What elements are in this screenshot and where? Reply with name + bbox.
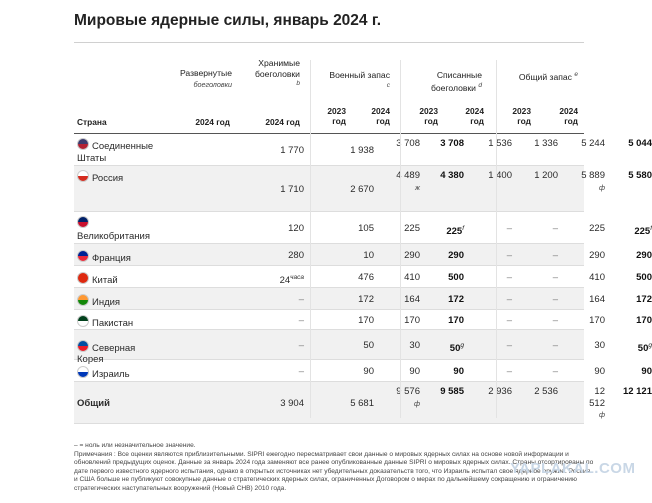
cell-ret23 [484, 340, 512, 352]
cell-note: ф [413, 398, 420, 408]
cell-mil23 [392, 386, 420, 409]
cell-value: 1 770 [280, 144, 304, 156]
cell-value: 290 [589, 249, 605, 261]
country-name: Общий [77, 397, 110, 409]
flag-icon [77, 250, 89, 262]
cell-value: – [552, 314, 558, 326]
cell-value: 120 [288, 222, 304, 234]
cell-deployed [244, 366, 304, 378]
country-name: Россия [92, 173, 124, 184]
cell-value: 500 [636, 271, 652, 283]
cell-mil24 [430, 138, 464, 150]
cell-value: – [552, 249, 558, 261]
cell-mil23 [392, 366, 420, 378]
flag-icon [77, 216, 89, 228]
header-military [328, 70, 390, 93]
cell-mil24 [430, 340, 464, 355]
cell-footnote: f [650, 224, 652, 232]
country-cell [77, 216, 155, 242]
cell-value: 10 [363, 249, 374, 261]
cell-mil23 [392, 138, 420, 150]
header-year-ret24: 2024 год [465, 106, 484, 126]
cell-tot24 [618, 223, 652, 238]
cell-value: – [506, 365, 512, 377]
cell-value: – [506, 339, 512, 351]
cell-ret23 [484, 223, 512, 235]
cell-value: 50 [449, 342, 461, 354]
cell-value: 3 708 [396, 138, 420, 149]
cell-value: 5 889 [581, 170, 605, 181]
cell-value: 410 [589, 271, 605, 283]
flag-icon [77, 272, 89, 284]
header-retired [402, 70, 482, 93]
cell-value: – [298, 293, 304, 305]
header-year-ret23: 2023 год [419, 106, 438, 126]
header-retired-label: Списанные боеголовки [430, 70, 482, 93]
cell-value: 170 [404, 314, 420, 326]
cell-value: 1 938 [350, 144, 374, 156]
flag-icon [77, 138, 89, 150]
cell-value: 500 [448, 271, 464, 283]
cell-mil24 [430, 250, 464, 262]
cell-mil24 [430, 315, 464, 327]
cell-value: – [298, 314, 304, 326]
country-cell [77, 294, 155, 309]
country-name: Франция [92, 252, 131, 264]
cell-value: 90 [453, 365, 464, 377]
cell-mil24 [430, 386, 464, 398]
cell-value: 90 [641, 365, 652, 377]
cell-value: – [552, 293, 558, 305]
cell-ret24 [524, 272, 558, 284]
cell-value: 12 121 [622, 386, 652, 397]
cell-tot24 [618, 138, 652, 150]
cell-deployed [244, 294, 304, 306]
cell-ret24 [524, 315, 558, 327]
header-military-sup: c [386, 81, 390, 89]
cell-value: 225 [446, 225, 463, 237]
cell-note: ж [415, 182, 420, 192]
cell-value: 24 [279, 274, 291, 286]
cell-value: 3 904 [280, 397, 304, 409]
cell-ret24 [524, 138, 558, 150]
cell-tot24 [618, 294, 652, 306]
cell-value: – [552, 339, 558, 351]
country-cell [77, 250, 155, 265]
cell-tot24 [618, 340, 652, 355]
cell-tot23 [577, 223, 605, 235]
country-cell [77, 398, 155, 410]
cell-mil24 [430, 294, 464, 306]
cell-value: 225 [589, 222, 605, 234]
cell-value: 225 [404, 222, 420, 234]
cell-value: 90 [363, 365, 374, 377]
cell-ret23 [484, 272, 512, 284]
cell-value: – [552, 271, 558, 283]
cell-value: 9 585 [440, 386, 464, 397]
cell-value: 172 [358, 293, 374, 305]
cell-value: 2 536 [534, 386, 558, 397]
cell-tot23 [577, 386, 605, 421]
divider [74, 42, 584, 43]
cell-value: 2 670 [350, 183, 374, 195]
page-title: Мировые ядерные силы, январь 2024 г. [74, 12, 382, 29]
header-deployed-sub: боеголовки [193, 79, 232, 89]
cell-tot23 [577, 366, 605, 378]
cell-value: 4 380 [440, 170, 464, 181]
cell-value: – [552, 222, 558, 234]
cell-value: – [506, 222, 512, 234]
header-military-label: Военный запас [329, 70, 390, 80]
cell-value: 9 576 [396, 386, 420, 397]
cell-mil23 [392, 170, 420, 193]
table-row [74, 310, 652, 330]
cell-value: 30 [409, 339, 420, 351]
cell-tot24 [618, 386, 652, 398]
cell-ret23 [484, 386, 512, 398]
country-cell [77, 138, 155, 164]
cell-value: – [506, 293, 512, 305]
cell-mil24 [430, 366, 464, 378]
row-divider [74, 423, 584, 424]
cell-mil24 [430, 223, 464, 238]
country-cell [77, 315, 155, 330]
cell-deployed [244, 223, 304, 235]
cell-stored [314, 184, 374, 196]
cell-value: 2 936 [488, 386, 512, 397]
cell-note: ф [598, 410, 605, 419]
watermark-logo: YAPLAKAL.COM [510, 460, 636, 477]
cell-value: 164 [589, 293, 605, 305]
cell-stored [314, 272, 374, 284]
cell-value: 90 [594, 365, 605, 377]
table-row [74, 212, 652, 244]
cell-footnote: g [460, 341, 464, 349]
cell-value: 5 044 [628, 138, 652, 149]
cell-ret24 [524, 294, 558, 306]
column-separator [310, 60, 311, 418]
cell-value: – [506, 249, 512, 261]
cell-value: 170 [448, 314, 464, 326]
cell-value: – [298, 365, 304, 377]
cell-value: – [298, 339, 304, 351]
cell-tot23 [577, 170, 605, 193]
cell-stored [314, 366, 374, 378]
cell-value: 12 512 [589, 386, 605, 409]
cell-tot23 [577, 272, 605, 284]
cell-mil24 [430, 272, 464, 284]
cell-value: 4 489 [396, 170, 420, 181]
cell-mil23 [392, 294, 420, 306]
cell-ret23 [484, 250, 512, 262]
header-total-sup: e [574, 71, 578, 78]
table-row [74, 266, 652, 288]
table-total-row [74, 382, 652, 424]
country-name: Соединенные Штаты [77, 141, 154, 164]
cell-value: 476 [358, 271, 374, 283]
cell-value: 30 [594, 339, 605, 351]
cell-value: 1 336 [534, 138, 558, 149]
cell-value: 290 [636, 249, 652, 261]
cell-deployed [244, 250, 304, 262]
cell-stored [314, 340, 374, 352]
table-row [74, 244, 652, 266]
cell-ret23 [484, 294, 512, 306]
column-separator [400, 60, 401, 418]
cell-mil23 [392, 340, 420, 352]
cell-value: 5 580 [628, 170, 652, 181]
cell-tot24 [618, 272, 652, 284]
country-cell [77, 366, 155, 381]
flag-icon [77, 294, 89, 306]
cell-tot24 [618, 366, 652, 378]
cell-stored [314, 223, 374, 235]
country-name: Пакистан [92, 317, 134, 329]
header-year-mil23: 2023 год [327, 106, 346, 126]
flag-icon [77, 340, 89, 352]
country-cell [77, 170, 155, 185]
cell-value: 50 [363, 339, 374, 351]
cell-footnote: f [462, 224, 464, 232]
cell-deployed [244, 398, 304, 410]
cell-value: 225 [634, 225, 651, 237]
header-stored-label: Хранимые боеголовки [254, 58, 300, 79]
cell-deployed [244, 315, 304, 327]
header-year-mil24: 2024 год [371, 106, 390, 126]
cell-value: 410 [404, 271, 420, 283]
cell-value: 105 [358, 222, 374, 234]
header-year-stored: 2024 год [265, 117, 300, 127]
cell-value: 290 [448, 249, 464, 261]
cell-deployed [244, 184, 304, 196]
cell-ret23 [484, 315, 512, 327]
cell-value: 170 [358, 314, 374, 326]
header-deployed [152, 68, 232, 90]
cell-value: 1 536 [488, 138, 512, 149]
cell-tot24 [618, 250, 652, 262]
cell-ret24 [524, 223, 558, 235]
cell-tot24 [618, 170, 652, 182]
cell-value: 164 [404, 293, 420, 305]
cell-ret23 [484, 138, 512, 150]
cell-value: 290 [404, 249, 420, 261]
header-deployed-label: Развернутые [179, 68, 232, 78]
cell-value: 172 [448, 293, 464, 305]
header-year-deployed: 2024 год [195, 117, 230, 127]
cell-ret24 [524, 170, 558, 182]
cell-value: – [552, 365, 558, 377]
cell-tot23 [577, 340, 605, 352]
cell-ret23 [484, 366, 512, 378]
cell-tot24 [618, 315, 652, 327]
flag-icon [77, 366, 89, 378]
cell-value: – [506, 314, 512, 326]
cell-value: 50 [637, 342, 649, 354]
cell-value: 3 708 [440, 138, 464, 149]
cell-footnote: часа [290, 273, 304, 281]
table-row [74, 134, 652, 166]
header-stored-sup: b [296, 80, 300, 87]
cell-footnote: g [648, 341, 652, 349]
country-name: Израиль [92, 368, 130, 380]
cell-value: – [506, 271, 512, 283]
cell-stored [314, 315, 374, 327]
cell-ret23 [484, 170, 512, 182]
cell-deployed [244, 272, 304, 287]
country-name: Китай [92, 274, 118, 286]
cell-value: 1 200 [534, 170, 558, 181]
cell-value: 170 [589, 314, 605, 326]
table-row [74, 166, 652, 212]
header-total-label: Общий запас [518, 71, 572, 82]
cell-value: 280 [288, 249, 304, 261]
cell-value: 90 [409, 365, 420, 377]
table-row [74, 288, 652, 310]
country-name: Индия [92, 296, 121, 308]
cell-ret24 [524, 366, 558, 378]
header-year-tot24: 2024 год [559, 106, 578, 126]
country-cell [77, 272, 155, 287]
header-stored [238, 58, 300, 91]
cell-note: ф [598, 182, 605, 192]
cell-mil23 [392, 315, 420, 327]
cell-value: 172 [636, 293, 652, 305]
table-row [74, 360, 652, 382]
cell-mil23 [392, 272, 420, 284]
cell-stored [314, 294, 374, 306]
header-year-tot23: 2023 год [512, 106, 531, 126]
cell-deployed [244, 340, 304, 352]
header-total [516, 70, 578, 82]
note-main: Примечания : Все оценки являются приблизительными. SIPRI ежегодно пересматривает свои данные о мировых ядерных силах на основе новой информации и обновлений предыдущих оценок. Данные за январь 2024 года заменяют все ранее опубликованные данные SIPRI о мировых ядерных силах. Страны отсортированы по дате первого известного ядерного испытания, однако в открытых источниках нет убедительных доказательств того, что Израиль испытал свое ядерное оружие. Россия и США больше не публикуют совокупные данные о стратегических ядерных силах, ограниченных Договором о мерах по дальнейшему сокращению и ограничению стратегических наступательных вооружений (Новый СНВ) 2010 года. [74, 450, 594, 492]
cell-stored [314, 398, 374, 410]
cell-mil23 [392, 223, 420, 235]
cell-mil23 [392, 250, 420, 262]
header-retired-sup: d [478, 81, 482, 89]
cell-tot23 [577, 138, 605, 150]
cell-tot23 [577, 294, 605, 306]
note-dash: – = ноль или незначительное значение. [74, 442, 196, 449]
cell-ret24 [524, 340, 558, 352]
cell-ret24 [524, 386, 558, 398]
cell-value: 1 710 [280, 183, 304, 195]
cell-value: 1 400 [488, 170, 512, 181]
cell-stored [314, 250, 374, 262]
cell-mil24 [430, 170, 464, 182]
country-name: Северная Корея [77, 342, 136, 365]
cell-value: 170 [636, 314, 652, 326]
flag-icon [77, 315, 89, 327]
country-name: Великобритания [77, 230, 150, 242]
header-country: Страна [77, 117, 107, 127]
cell-value: 5 681 [350, 397, 374, 409]
cell-ret24 [524, 250, 558, 262]
cell-value: 5 244 [581, 138, 605, 149]
cell-tot23 [577, 250, 605, 262]
cell-stored [314, 145, 374, 157]
table-row [74, 330, 652, 365]
column-separator [496, 60, 497, 418]
cell-tot23 [577, 315, 605, 327]
flag-icon [77, 170, 89, 182]
cell-deployed [244, 145, 304, 157]
